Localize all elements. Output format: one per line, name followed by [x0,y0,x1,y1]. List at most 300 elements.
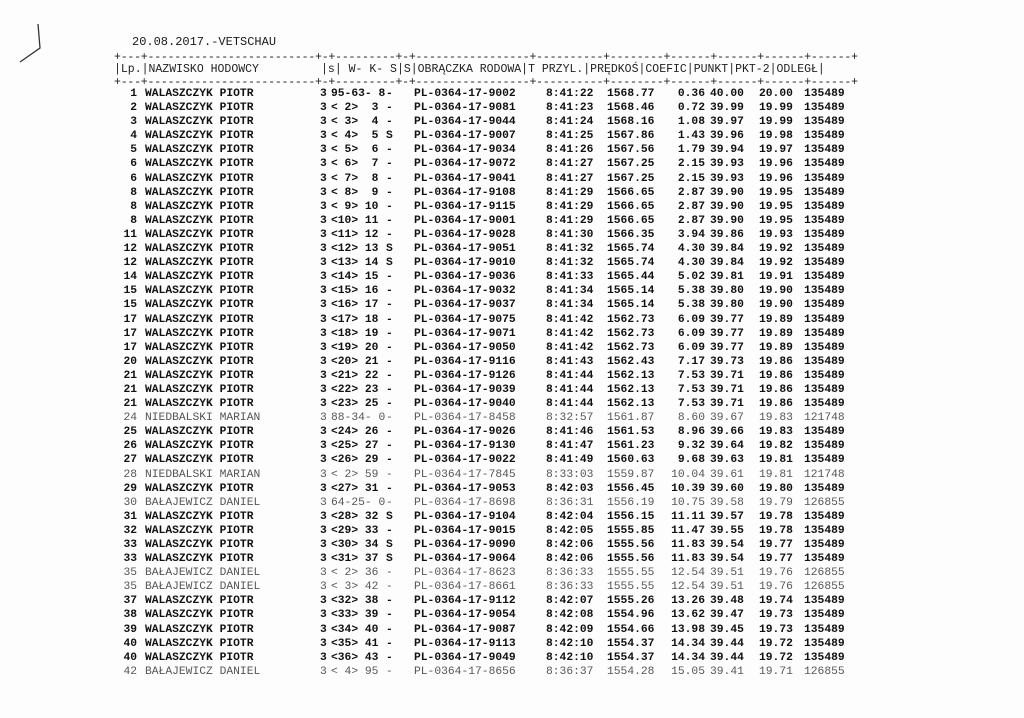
section-code: 3 [320,200,327,213]
points-2: 19.96 [759,158,793,171]
w-k-s-counts: <34> 40 [331,623,379,636]
section-code: 3 [320,412,327,425]
row-number: 15 [123,285,137,298]
arrival-time: 8:41:30 [546,228,594,241]
coefficient: 8.60 [677,412,705,425]
section-code: 3 [320,299,327,312]
arrival-time: 8:41:47 [546,440,594,453]
points: 39.97 [710,116,744,129]
series-flag: - [386,595,393,608]
breeder-name: WALASZCZYK PIOTR [145,369,254,382]
points: 39.77 [710,313,744,326]
coefficient: 10.75 [671,496,705,509]
ring-number: PL-0364-17-8698 [414,496,516,509]
arrival-time: 8:42:09 [546,623,594,636]
series-flag: - [386,524,393,537]
row-number: 39 [123,623,137,636]
section-code: 3 [320,637,327,650]
ring-number: PL-0364-17-9040 [414,398,516,411]
table-row [114,201,858,215]
w-k-s-counts: <13> 14 [331,257,379,270]
row-number: 8 [130,186,137,199]
w-k-s-counts: < 4> 5 [331,130,379,143]
table-row [114,88,858,102]
row-number: 12 [123,257,137,270]
distance: 135489 [804,398,845,411]
table-row [114,384,858,398]
row-number: 32 [123,524,137,537]
breeder-name: WALASZCZYK PIOTR [145,440,254,453]
points-2: 19.91 [759,271,793,284]
section-code: 3 [320,144,327,157]
ring-number: PL-0364-17-7845 [414,468,516,481]
points-2: 19.76 [759,567,793,580]
table-row [114,581,858,595]
points-2: 19.73 [759,623,793,636]
breeder-name: WALASZCZYK PIOTR [145,454,254,467]
series-flag: S [386,243,393,256]
section-code: 3 [320,524,327,537]
table-row [114,271,858,285]
table-row [114,398,858,412]
speed-value: 1565.14 [607,285,655,298]
ring-number: PL-0364-17-9001 [414,214,516,227]
ring-number: PL-0364-17-9034 [414,144,516,157]
ring-number: PL-0364-17-9022 [414,454,516,467]
series-flag: S [386,553,393,566]
speed-value: 1555.56 [607,553,655,566]
points-2: 19.90 [759,299,793,312]
speed-value: 1568.46 [607,102,655,115]
speed-value: 1561.87 [607,412,655,425]
coefficient: 2.87 [677,214,705,227]
points: 39.77 [710,341,744,354]
points-2: 19.90 [759,285,793,298]
points-2: 19.79 [759,496,793,509]
points-2: 19.99 [759,102,793,115]
w-k-s-counts: <32> 38 [331,595,379,608]
points: 39.90 [710,186,744,199]
breeder-name: WALASZCZYK PIOTR [145,228,254,241]
points: 39.63 [710,454,744,467]
ring-number: PL-0364-17-9108 [414,186,516,199]
points-2: 19.86 [759,355,793,368]
points-2: 19.89 [759,341,793,354]
arrival-time: 8:41:44 [546,369,594,382]
breeder-name: BAŁAJEWICZ DANIEL [145,496,261,509]
arrival-time: 8:42:06 [546,553,594,566]
arrival-time: 8:41:49 [546,454,594,467]
table-row [114,356,858,370]
distance: 126855 [804,496,845,509]
series-flag: - [386,665,393,678]
row-number: 38 [123,609,137,622]
speed-value: 1555.55 [607,567,655,580]
row-number: 4 [130,130,137,143]
series-flag: - [386,398,393,411]
distance: 135489 [804,144,845,157]
table-body [114,88,858,680]
points: 39.67 [710,412,744,425]
arrival-time: 8:41:23 [546,102,594,115]
table-row [114,243,858,257]
arrival-time: 8:42:05 [546,524,594,537]
ring-number: PL-0364-17-9104 [414,510,516,523]
w-k-s-counts: <21> 22 [331,369,379,382]
section-code: 3 [320,426,327,439]
speed-value: 1554.66 [607,623,655,636]
table-header-rule: +---+-------------------------+-+---------+-+-----------------+----------+--------+------+------+------+------+ [114,76,858,89]
w-k-s-counts: <31> 37 [331,553,379,566]
row-number: 17 [123,327,137,340]
points-2: 19.77 [759,539,793,551]
row-number: 14 [123,271,137,284]
speed-value: 1555.55 [607,581,655,594]
distance: 135489 [804,369,845,382]
series-flag: - [386,440,393,453]
distance: 135489 [804,88,845,100]
points: 39.66 [710,426,744,439]
breeder-name: WALASZCZYK PIOTR [145,130,254,143]
row-number: 33 [123,553,137,566]
coefficient: 2.15 [677,172,705,185]
table-row [114,469,858,483]
breeder-name: WALASZCZYK PIOTR [145,88,254,100]
row-number: 17 [123,313,137,326]
breeder-name: WALASZCZYK PIOTR [145,200,254,213]
row-number: 3 [130,116,137,129]
coefficient: 0.36 [677,88,705,100]
points-2: 19.73 [759,609,793,622]
breeder-name: WALASZCZYK PIOTR [145,355,254,368]
w-k-s-counts: < 5> 6 [331,144,379,157]
speed-value: 1559.87 [607,468,655,481]
section-code: 3 [320,595,327,608]
section-code: 3 [320,609,327,622]
points-2: 19.72 [759,637,793,650]
speed-value: 1562.73 [607,313,655,326]
points-2: 20.00 [759,88,793,100]
arrival-time: 8:41:24 [546,116,594,129]
points: 39.94 [710,144,744,157]
coefficient: 1.08 [677,116,705,129]
arrival-time: 8:41:29 [546,200,594,213]
table-row [114,539,858,553]
table-row [114,229,858,243]
distance: 135489 [804,327,845,340]
w-k-s-counts: <35> 41 [331,637,379,650]
section-code: 3 [320,665,327,678]
table-row [114,483,858,497]
speed-value: 1565.14 [607,299,655,312]
w-k-s-counts: <30> 34 [331,539,379,551]
table-row [114,595,858,609]
speed-value: 1562.13 [607,398,655,411]
distance: 135489 [804,172,845,185]
w-k-s-counts: <15> 16 [331,285,379,298]
points-2: 19.86 [759,398,793,411]
distance: 121748 [804,412,845,425]
speed-value: 1555.26 [607,595,655,608]
speed-value: 1560.63 [607,454,655,467]
ring-number: PL-0364-17-9087 [414,623,516,636]
w-k-s-counts: < 2> 59 [331,468,379,481]
series-flag: S [386,130,393,143]
coefficient: 7.17 [677,355,705,368]
w-k-s-counts: <25> 27 [331,440,379,453]
coefficient: 12.54 [671,567,705,580]
w-k-s-counts: <22> 23 [331,383,379,396]
series-flag: - [386,454,393,467]
w-k-s-counts: < 2> 3 [331,102,379,115]
table-row [114,102,858,116]
table-row [114,299,858,313]
section-code: 3 [320,440,327,453]
coefficient: 11.83 [671,539,705,551]
table-row [114,314,858,328]
series-flag: - [386,496,393,509]
distance: 135489 [804,510,845,523]
document-title: 20.08.2017.-VETSCHAU [132,35,277,49]
distance: 135489 [804,285,845,298]
speed-value: 1565.44 [607,271,655,284]
points-2: 19.82 [759,440,793,453]
distance: 135489 [804,313,845,326]
points: 39.71 [710,369,744,382]
speed-value: 1555.85 [607,524,655,537]
w-k-s-counts: <11> 12 [331,228,379,241]
ring-number: PL-0364-17-9007 [414,130,516,143]
points: 39.61 [710,468,744,481]
breeder-name: BAŁAJEWICZ DANIEL [145,581,261,594]
arrival-time: 8:41:42 [546,313,594,326]
ring-number: PL-0364-17-9126 [414,369,516,382]
speed-value: 1567.25 [607,172,655,185]
breeder-name: WALASZCZYK PIOTR [145,285,254,298]
w-k-s-counts: < 8> 9 [331,186,379,199]
points: 39.80 [710,299,744,312]
speed-value: 1561.23 [607,440,655,453]
series-flag: - [386,369,393,382]
table-row [114,624,858,638]
points-2: 19.83 [759,412,793,425]
points-2: 19.92 [759,257,793,270]
distance: 135489 [804,595,845,608]
ring-number: PL-0364-17-9026 [414,426,516,439]
breeder-name: WALASZCZYK PIOTR [145,158,254,171]
series-flag: - [386,651,393,664]
coefficient: 11.83 [671,553,705,566]
series-flag: - [386,383,393,396]
section-code: 3 [320,341,327,354]
distance: 135489 [804,243,845,256]
distance: 135489 [804,637,845,650]
row-number: 15 [123,299,137,312]
points-2: 19.93 [759,228,793,241]
points-2: 19.81 [759,454,793,467]
series-flag: - [386,299,393,312]
series-flag: S [386,510,393,523]
speed-value: 1556.15 [607,510,655,523]
points: 39.64 [710,440,744,453]
points: 39.84 [710,257,744,270]
breeder-name: WALASZCZYK PIOTR [145,609,254,622]
series-flag: - [386,355,393,368]
points: 39.90 [710,214,744,227]
table-row [114,158,858,172]
table-row [114,525,858,539]
speed-value: 1561.53 [607,426,655,439]
breeder-name: WALASZCZYK PIOTR [145,144,254,157]
points-2: 19.95 [759,214,793,227]
breeder-name: WALASZCZYK PIOTR [145,651,254,664]
distance: 135489 [804,214,845,227]
speed-value: 1566.65 [607,214,655,227]
ring-number: PL-0364-17-8661 [414,581,516,594]
section-code: 3 [320,398,327,411]
ring-number: PL-0364-17-9015 [414,524,516,537]
points: 39.45 [710,623,744,636]
coefficient: 5.02 [677,271,705,284]
distance: 135489 [804,651,845,664]
coefficient: 3.94 [677,228,705,241]
distance: 135489 [804,200,845,213]
arrival-time: 8:41:22 [546,88,594,100]
ring-number: PL-0364-17-9036 [414,271,516,284]
distance: 135489 [804,609,845,622]
coefficient: 2.15 [677,158,705,171]
table-row [114,257,858,271]
series-flag: - [386,341,393,354]
ring-number: PL-0364-17-8623 [414,567,516,580]
ring-number: PL-0364-17-9028 [414,228,516,241]
coefficient: 14.34 [671,637,705,650]
section-code: 3 [320,482,327,495]
distance: 135489 [804,228,845,241]
coefficient: 4.30 [677,243,705,256]
table-row [114,187,858,201]
points-2: 19.98 [759,130,793,143]
breeder-name: WALASZCZYK PIOTR [145,595,254,608]
w-k-s-counts: <17> 18 [331,313,379,326]
arrival-time: 8:42:10 [546,637,594,650]
series-flag: - [386,412,393,425]
w-k-s-counts: <16> 17 [331,299,379,312]
coefficient: 10.39 [671,482,705,495]
section-code: 3 [320,88,327,100]
ring-number: PL-0364-17-8656 [414,665,516,678]
row-number: 12 [123,243,137,256]
series-flag: - [386,144,393,157]
table-row [114,567,858,581]
speed-value: 1554.28 [607,665,655,678]
section-code: 3 [320,186,327,199]
speed-value: 1565.74 [607,243,655,256]
points: 39.58 [710,496,744,509]
ring-number: PL-0364-17-9064 [414,553,516,566]
w-k-s-counts: <26> 29 [331,454,379,467]
w-k-s-counts: <14> 15 [331,271,379,284]
row-number: 40 [123,651,137,664]
series-flag: - [386,468,393,481]
arrival-time: 8:41:29 [546,186,594,199]
speed-value: 1554.37 [607,637,655,650]
arrival-time: 8:41:44 [546,398,594,411]
table-row [114,497,858,511]
section-code: 3 [320,539,327,551]
distance: 135489 [804,539,845,551]
distance: 135489 [804,623,845,636]
row-number: 35 [123,581,137,594]
speed-value: 1556.19 [607,496,655,509]
arrival-time: 8:41:25 [546,130,594,143]
w-k-s-counts: < 2> 36 [331,567,379,580]
coefficient: 7.53 [677,383,705,396]
ring-number: PL-0364-17-9116 [414,355,516,368]
points-2: 19.76 [759,581,793,594]
breeder-name: WALASZCZYK PIOTR [145,482,254,495]
points-2: 19.89 [759,327,793,340]
breeder-name: WALASZCZYK PIOTR [145,243,254,256]
coefficient: 10.04 [671,468,705,481]
table-row [114,426,858,440]
speed-value: 1567.86 [607,130,655,143]
w-k-s-counts: <23> 25 [331,398,379,411]
points: 39.54 [710,539,744,551]
row-number: 33 [123,539,137,551]
breeder-name: WALASZCZYK PIOTR [145,426,254,439]
coefficient: 0.72 [677,102,705,115]
points: 39.86 [710,228,744,241]
points-2: 19.78 [759,524,793,537]
ring-number: PL-0364-17-9071 [414,327,516,340]
ring-number: PL-0364-17-9041 [414,172,516,185]
section-code: 3 [320,313,327,326]
points: 39.93 [710,158,744,171]
coefficient: 6.09 [677,327,705,340]
points: 39.44 [710,651,744,664]
distance: 135489 [804,271,845,284]
speed-value: 1562.13 [607,383,655,396]
section-code: 3 [320,651,327,664]
section-code: 3 [320,496,327,509]
speed-value: 1562.73 [607,341,655,354]
points: 40.00 [710,88,744,100]
table-row [114,511,858,525]
points-2: 19.83 [759,426,793,439]
section-code: 3 [320,285,327,298]
points: 39.93 [710,172,744,185]
series-flag: - [386,313,393,326]
points: 39.84 [710,243,744,256]
ring-number: PL-0364-17-9115 [414,200,516,213]
arrival-time: 8:42:07 [546,595,594,608]
section-code: 3 [320,257,327,270]
w-k-s-counts: < 6> 7 [331,158,379,171]
distance: 135489 [804,186,845,199]
series-flag: - [386,214,393,227]
points: 39.73 [710,355,744,368]
points-2: 19.80 [759,482,793,495]
series-flag: - [386,200,393,213]
arrival-time: 8:42:06 [546,539,594,551]
section-code: 3 [320,510,327,523]
breeder-name: WALASZCZYK PIOTR [145,172,254,185]
breeder-name: WALASZCZYK PIOTR [145,398,254,411]
points: 39.47 [710,609,744,622]
section-code: 3 [320,623,327,636]
speed-value: 1566.35 [607,228,655,241]
